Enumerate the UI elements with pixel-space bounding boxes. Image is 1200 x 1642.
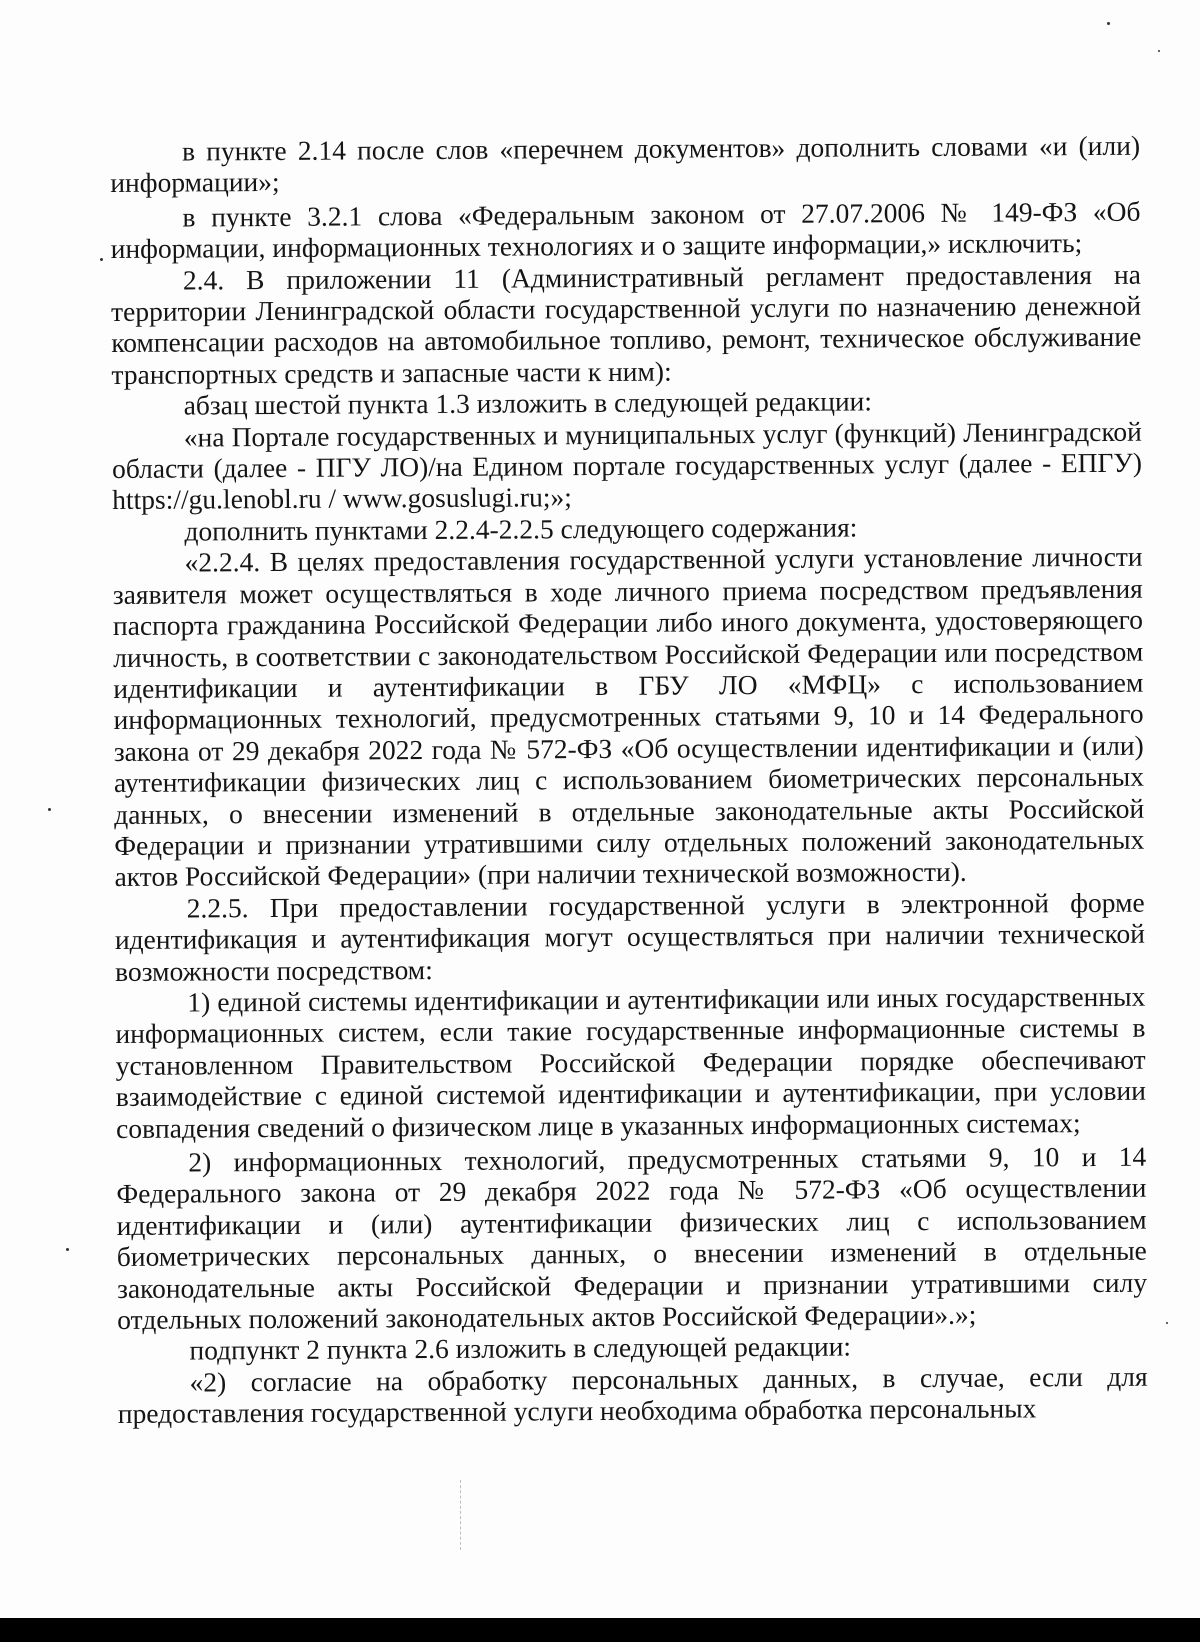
- paragraph-item-2-14: в пункте 2.14 после слов «перечнем документов» дополнить словами «и (или) информации»;: [110, 129, 1141, 199]
- scan-speck: [100, 258, 103, 261]
- scan-speck: [1166, 1322, 1168, 1324]
- document-body: [110, 130, 1148, 1430]
- paragraph-portal-text: «на Портале государственных и муниципальных услуг (функций) Ленинградской области (далее - ПГУ ЛО)/на Едином портале государственных услуг (далее - ЕПГУ) https://gu.lenobl.ru / www.gosuslugi.ru;»;: [111, 415, 1143, 516]
- paragraph-appendix-11: 2.4. В приложении 11 (Административный регламент предоставления на территории Ленинградской области государственной услуги по назначению денежной компенсации расходов на автомобильное топливо, ремонт, техническое обслуживание транспортных средств и запасные части к ним):: [110, 258, 1142, 390]
- paragraph-subitem-1: 1) единой системы идентификации и аутентификации или иных государственных информационных систем, если такие государственные информационные системы в установленном Правительством Российской Федерации порядке обеспечивают взаимодействие с единой системой идентификации и аутентификации, при условии совпадения сведений о физическом лице в указанных информационных системах;: [115, 980, 1146, 1144]
- paragraph-item-2-6-intro: подпункт 2 пункта 2.6 изложить в следующей редакции:: [189, 1330, 852, 1366]
- paragraph-subitem-2: 2) информационных технологий, предусмотренных статьями 9, 10 и 14 Федерального закона от 29 декабря 2022 года № 572-ФЗ «Об осуществлении идентификации и (или) аутентификации физических лиц с использованием биометрических персональных данных, о внесении изменений в отдельные законодательные акты Российской Федерации и признании утратившими силу отдельных положений законодательных актов Российской Федерации».»;: [116, 1140, 1148, 1336]
- paragraph-item-3-2-1: в пункте 3.2.1 слова «Федеральным законом от 27.07.2006 № 149-ФЗ «Об информации, информационных технологиях и о защите информации,» исключить;: [110, 195, 1141, 265]
- scan-speck: [66, 1248, 69, 1251]
- paragraph-item-1-3-intro: абзац шестой пункта 1.3 изложить в следующей редакции:: [183, 385, 873, 421]
- paragraph-item-2-2-4: «2.2.4. В целях предоставления государственной услуги установление личности заявителя может осуществляться в ходе личного приема посредством предъявления паспорта гражданина Российской Федерации либо иного документа, удостоверяющего личность, в соответствии с законодательством Российской Федерации или посредством идентификации и аутентификации в ГБУ ЛО «МФЦ» с использованием информационных технологий, предусмотренных статьями 9, 10 и 14 Федерального закона от 29 декабря 2022 года № 572-ФЗ «Об осуществлении идентификации и (или) аутентификации физических лиц с использованием биометрических персональных данных, о внесении изменений в отдельные законодательные акты Российской Федерации и признании утратившими силу отдельных положений законодательных актов Российской Федерации» (при наличии технической возможности).: [112, 540, 1145, 893]
- paragraph-item-2-2-5: 2.2.5. При предоставлении государственной услуги в электронной форме идентификация и аутентификация могут осуществляться при наличии технической возможности посредством:: [114, 886, 1145, 987]
- scan-bottom-edge: [0, 1618, 1200, 1642]
- paragraph-consent-text: «2) согласие на обработку персональных данных, в случае, если для предоставления государственной услуги необходима обработка персональных: [117, 1360, 1148, 1430]
- scan-speck: [48, 808, 51, 811]
- scan-speck: [1107, 22, 1110, 25]
- scan-fold-line: [460, 1480, 461, 1550]
- scan-speck: [1158, 50, 1160, 52]
- paragraph-add-items-intro: дополнить пунктами 2.2.4-2.2.5 следующего содержания:: [184, 511, 858, 547]
